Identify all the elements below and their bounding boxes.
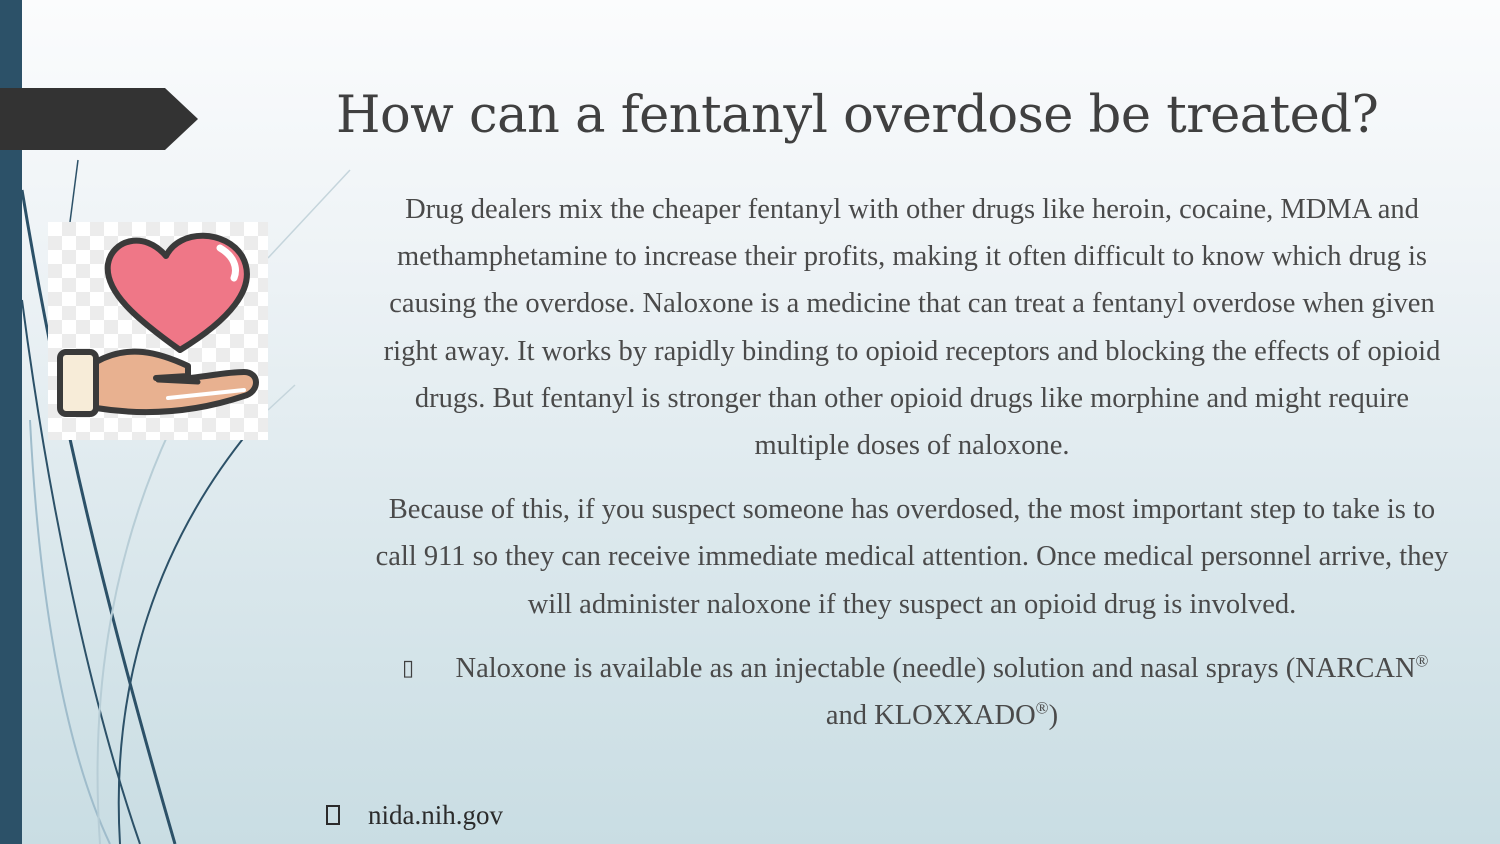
bullet-text [452, 645, 1432, 739]
source-citation [326, 800, 503, 831]
paragraph-fentanyl-mixing: Drug dealers mix the cheaper fentanyl with other drugs like heroin, cocaine, MDMA and methamphetamine to increase their profits, making it often difficult to know which drug is causing the overdose. Naloxone is a medicine that can treat a fentanyl overdose when given right away. It works by rapidly binding to opioid receptors and blocking the effects of opioid drugs. But fentanyl is stronger than other opioid drugs like morphine and might require multiple doses of naloxone. [383, 194, 1441, 462]
bullet-box-icon [326, 805, 340, 825]
title-tab-arrow [0, 88, 198, 150]
source-link[interactable]: nida.nih.gov [368, 800, 503, 830]
bullet-text-end: ) [1048, 700, 1059, 732]
bullet-text-start: Naloxone is available as an injectable (needle) solution and nasal sprays (NARCAN [455, 652, 1416, 684]
registered-mark: ® [1415, 651, 1429, 671]
heart-in-hand-icon [48, 222, 268, 440]
bullet-box-icon: ▯ [402, 655, 415, 681]
slide-body [366, 186, 1458, 756]
paragraph-call-911: Because of this, if you suspect someone has overdosed, the most important step to take is to call 911 so they can receive immediate medical attention. Once medical personnel arrive, they will administer naloxone if they suspect an opioid drug is involved. [375, 494, 1449, 620]
registered-mark: ® [1035, 698, 1049, 718]
slide-title: How can a fentanyl overdose be treated? [336, 86, 1379, 145]
bullet-naloxone-forms [366, 645, 1458, 739]
bullet-text-mid: and KLOXXADO [825, 700, 1036, 732]
